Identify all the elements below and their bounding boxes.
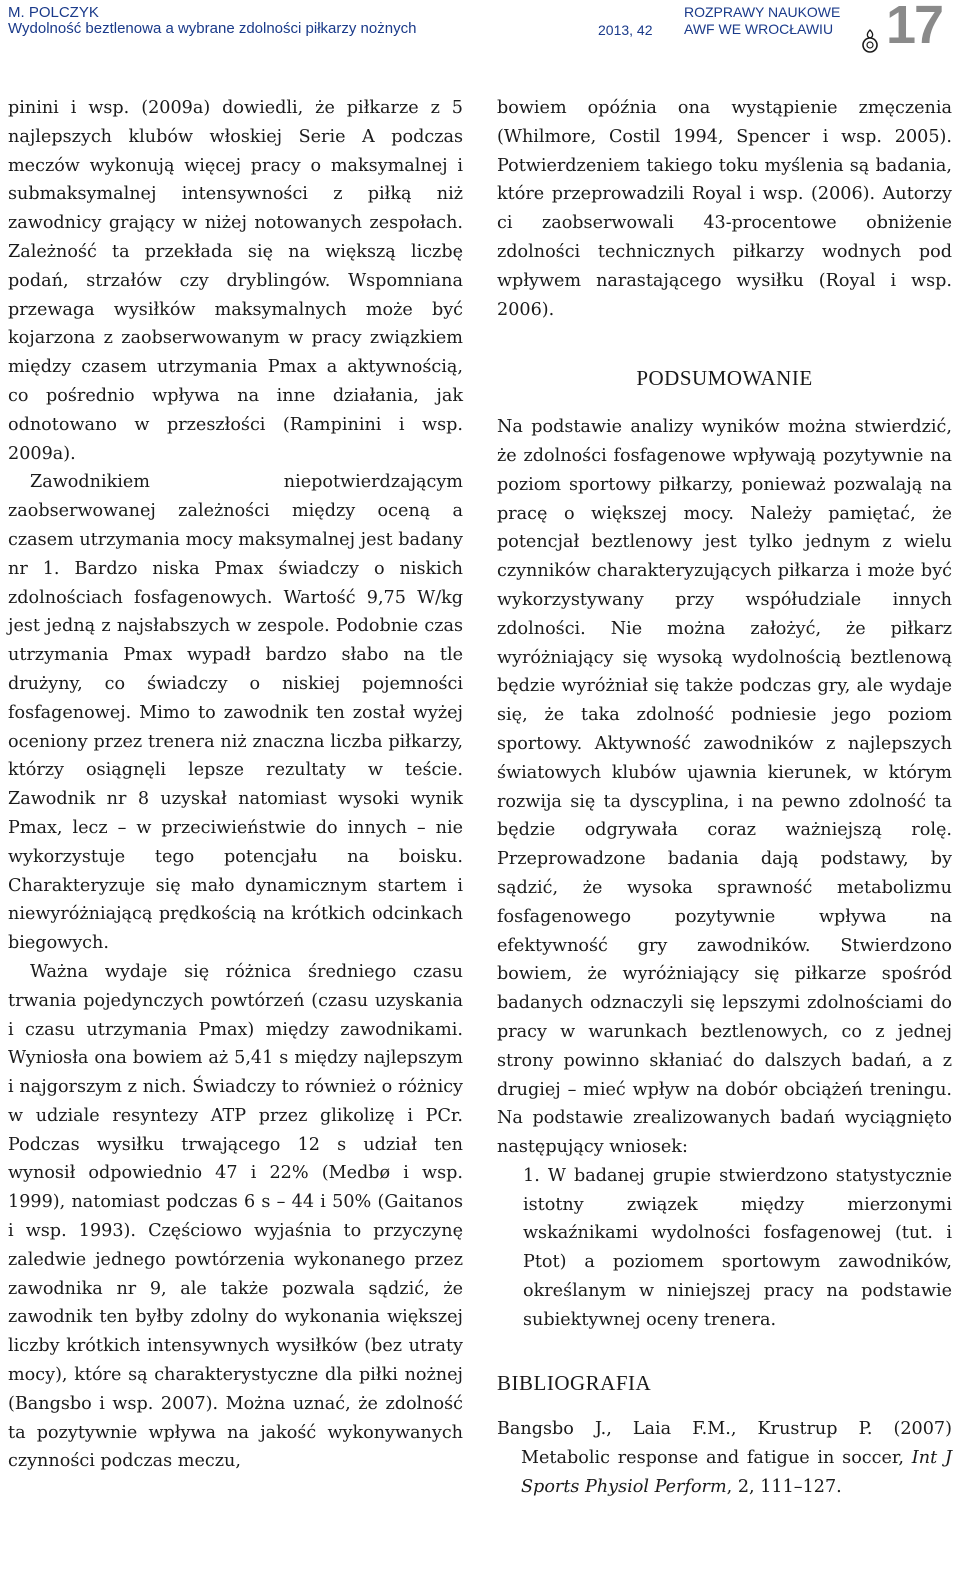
paragraph: pinini i wsp. (2009a) dowiedli, że piłkarze z 5 najlepszych klubów włoskiej Serie A podczas meczów wykonują więcej pracy o maksymalnej i submaksymalnej intensywności z piłką niż zawodnicy grający w niżej notowanych zespołach. Zależność ta przekłada się na większą liczbę podań, strzałów czy dryblingów. Wspomniana przewaga wysiłków maksymalnych może być kojarzona z zaobserwowanym w pracy związkiem między czasem utrzymania Pmax a aktywnością, co pośrednio wpływa na inne działania, jak odnotowano w przeszłości (Rampinini i wsp. 2009a). <box>8 98 463 464</box>
bibliography-entry <box>497 1415 952 1501</box>
paragraph: Zawodnikiem niepotwierdzającym zaobserwowanej zależności między oceną a czasem utrzymania mocy maksymalnej jest badany nr 1. Bardzo niska Pmax świadczy o niskich zdolnościach fosfagenowych. Wartość 9,75 W/kg jest jedną z najsłabszych w zespole. Podobnie czas utrzymania Pmax wypadł bardzo słabo na tle drużyny, co świadczy o niskiej pojemności fosfagenowej. Mimo to zawodnik ten został wyżej oceniony przez trenera niż znaczna liczba piłkarzy, którzy osiągnęli lepsze rezultaty w teście. Zawodnik nr 8 uzyskał natomiast wysoki wynik Pmax, lecz – w przeciwieństwie do innych – nie wykorzystuje tego potencjału na boisku. Charakteryzuje się mało dynamicznym startem i niewyróżniającą prędkością na krótkich odcinkach biegowych. <box>8 472 463 954</box>
list-text: W badanej grupie stwierdzono statystycznie istotny związek między mierzonymi wskaźnikami wydolności fosfagenowej (tut. i Ptot) a poziomem sportowym zawodników, określanym w niniejszej pracy na podstawie subiektywnej oceny trenera. <box>523 1165 953 1330</box>
header-author: M. POLCZYK <box>8 4 99 21</box>
paragraph: Na podstawie analizy wyników można stwierdzić, że zdolności fosfagenowe wpływają pozytywnie na poziom sportowy piłkarzy, ponieważ pozwalają na pracę o większej mocy. Należy pamiętać, że potencjał beztlenowy jest tylko jednym z wielu czynników charakteryzujących piłkarza i może być wykorzystywany przy współudziale innych zdolności. Nie można założyć, że piłkarz wyróżniający się wysoką wydolnością beztlenową będzie wyróżniał się także podczas gry, ale wydaje się, że taka zdolność podniesie jego poziom sportowy. Aktywność zawodników z najlepszych światowych klubów ujawnia kierunek, w którym rozwija się ta dyscyplina, i na pewno zdolność ta będzie odgrywała coraz ważniejszą rolę. Przeprowadzone badania dają podstawy, by sądzić, że wysoka sprawność metabolizmu fosfagenowego pozytywnie wpływa na efektywność gry zawodników. Stwierdzono bowiem, że wyróżniający się piłkarze spośród badanych odznaczyli się lepszymi zdolnościami do pracy w warunkach beztlenowych, co z jednej strony powinno skłaniać do dalszych badań, a z drugiej – mieć wpływ na dobór obciążeń treningu. Na podstawie zrealizowanych badań wyciągnięto następujący wniosek: <box>497 417 952 1158</box>
left-column <box>8 94 463 1476</box>
section-heading-bibliography: BIBLIOGRAFIA <box>497 1370 652 1395</box>
paragraph: bowiem opóźnia ona wystąpienie zmęczenia (Whilmore, Costil 1994, Spencer i wsp. 2005). Potwierdzeniem takiego toku myślenia są badania, które przeprowadzili Royal i wsp. (2006). Autorzy ci zaobserwowali 43-procentowe obniżenie zdolności technicznych piłkarzy wodnych pod wpływem narastającego wysiłku (Royal i wsp. 2006). <box>497 98 952 320</box>
bib-authors: Bangsbo J., Laia F.M., Krustrup P. (2007) Metabolic response and fatigue in soccer, <box>497 1419 952 1469</box>
conclusion-list-item <box>497 1162 952 1335</box>
header-year-issue: 2013, 42 <box>598 22 653 38</box>
page-number: 17 <box>886 0 943 55</box>
bib-journal: Int J Sports Physiol Perform <box>521 1448 953 1498</box>
paragraph: Ważna wydaje się różnica średniego czasu trwania pojedynczych powtórzeń (czasu uzyskania i czasu utrzymania Pmax) między zawodnikami. Wyniosła ona bowiem aż 5,41 s między najlepszym i najgorszym z nich. Świadczy to również o różnicy w udziale resyntezy ATP przez glikolizę i PCr. Podczas wysiłku trwającego 12 s udział ten wynosił odpowiednio 47 i 22% (Medbø i wsp. 1999), natomiast podczas 6 s – 44 i 50% (Gaitanos i wsp. 1993). Częściowo wyjaśnia to przyczynę zaledwie jednego powtórzenia wykonanego przez zawodnika nr 9, ale także pozwala sądzić, że zawodnik ten byłby zdolny do wykonania większej liczby krótkich intensywnych wysiłków (bez utraty mocy), które są charakterystyczne dla piłki nożnej (Bangsbo i wsp. 2007). Można uznać, że zdolność ta pozytywnie wpływa na jakość wykonywanych czynności podczas meczu, <box>8 961 463 1472</box>
running-header <box>0 0 960 64</box>
section-heading-summary: PODSUMOWANIE <box>636 366 813 391</box>
header-journal-line1: ROZPRAWY NAUKOWE <box>684 4 841 20</box>
bib-tail: , 2, 111–127. <box>726 1477 842 1498</box>
journal-logo-icon <box>860 28 880 54</box>
right-column <box>497 94 952 1502</box>
list-number: 1. <box>523 1165 540 1186</box>
header-journal-line2: AWF WE WROCŁAWIU <box>684 21 834 37</box>
header-article-title: Wydolność beztlenowa a wybrane zdolności piłkarzy nożnych <box>8 20 417 37</box>
